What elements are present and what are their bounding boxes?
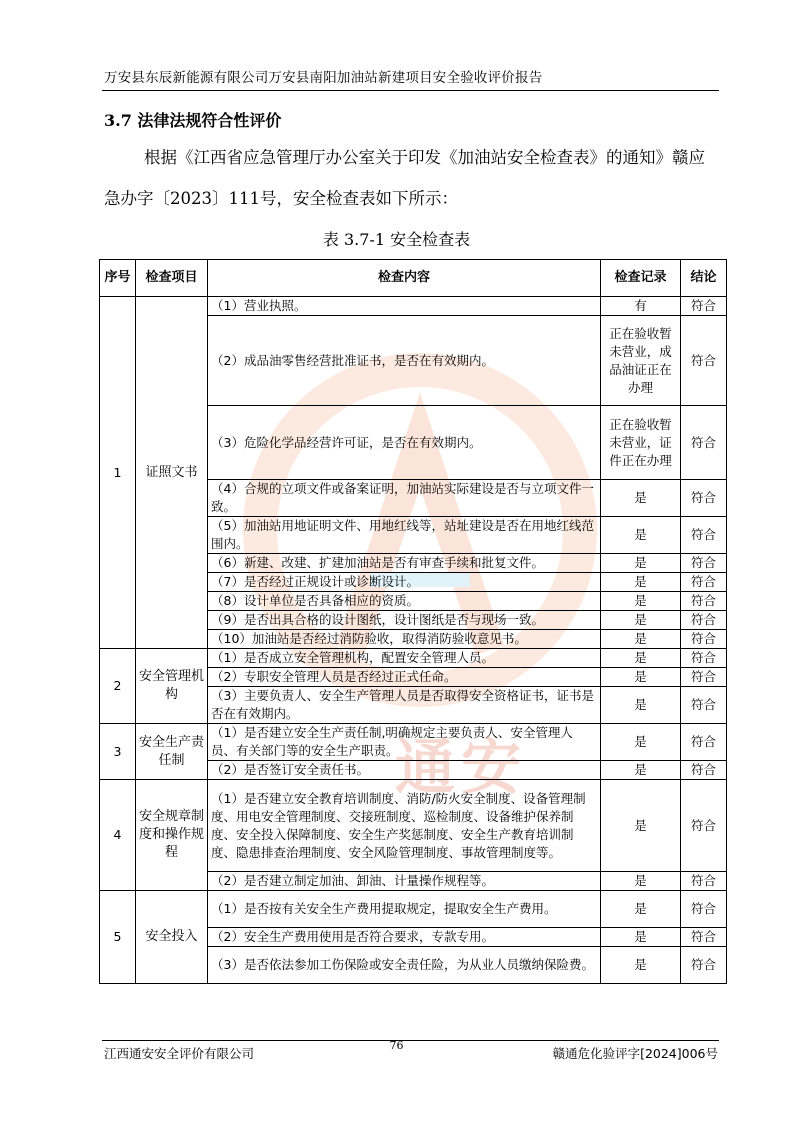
cell-conclusion: 符合	[681, 573, 727, 592]
cell-record: 是	[601, 724, 681, 761]
cell-item: 证照文书	[136, 297, 208, 649]
cell-conclusion: 符合	[681, 649, 727, 668]
cell-content: （1）是否成立安全管理机构，配置安全管理人员。	[208, 649, 601, 668]
cell-content: （2）是否建立制定加油、卸油、计量操作规程等。	[208, 872, 601, 891]
cell-record: 是	[601, 649, 681, 668]
col-header-content: 检查内容	[208, 260, 601, 297]
cell-conclusion: 符合	[681, 780, 727, 872]
cell-content: （1）是否建立安全教育培训制度、消防/防火安全制度、设备管理制度、用电安全管理制度、交接班制度、巡检制度、设备维护保养制度、安全投入保障制度、安全生产奖惩制度、安全生产教育培训制度、隐患排查治理制度、安全风险管理制度、事故管理制度等。	[208, 780, 601, 872]
cell-num: 5	[100, 891, 136, 984]
cell-record: 是	[601, 687, 681, 724]
cell-record: 是	[601, 611, 681, 630]
cell-num: 3	[100, 724, 136, 780]
cell-record: 是	[601, 630, 681, 649]
cell-content: （6）新建、改建、扩建加油站是否有审查手续和批复文件。	[208, 554, 601, 573]
cell-record: 有	[601, 297, 681, 316]
col-header-num: 序号	[100, 260, 136, 297]
cell-record: 是	[601, 891, 681, 928]
cell-record: 是	[601, 480, 681, 517]
cell-conclusion: 符合	[681, 554, 727, 573]
cell-conclusion: 符合	[681, 630, 727, 649]
cell-content: （2）安全生产费用使用是否符合要求，专款专用。	[208, 928, 601, 947]
col-header-record: 检查记录	[601, 260, 681, 297]
cell-content: （10）加油站是否经过消防验收，取得消防验收意见书。	[208, 630, 601, 649]
header-divider	[102, 90, 719, 91]
cell-record: 是	[601, 928, 681, 947]
table-row	[100, 649, 727, 668]
page-number: 76	[389, 1039, 404, 1052]
section-title: 3.7 法律法规符合性评价	[104, 111, 282, 130]
cell-content: （7）是否经过正规设计或诊断设计。	[208, 573, 601, 592]
cell-content: （5）加油站用地证明文件、用地红线等，站址建设是否在用地红线范围内。	[208, 517, 601, 554]
cell-record: 是	[601, 872, 681, 891]
table-row	[100, 891, 727, 928]
cell-content: （2）专职安全管理人员是否经过正式任命。	[208, 668, 601, 687]
cell-conclusion: 符合	[681, 517, 727, 554]
cell-conclusion: 符合	[681, 687, 727, 724]
cell-item: 安全规章制度和操作规程	[136, 780, 208, 891]
col-header-conclusion: 结论	[681, 260, 727, 297]
cell-content: （8）设计单位是否具备相应的资质。	[208, 592, 601, 611]
footer-company: 江西通安安全评价有限公司	[104, 1046, 255, 1061]
cell-conclusion: 符合	[681, 592, 727, 611]
intro-paragraph: 根据《江西省应急管理厅办公室关于印发《加油站安全检查表》的通知》赣应急办字〔2023〕111号，安全检查表如下所示：	[104, 148, 705, 208]
cell-record: 是	[601, 780, 681, 872]
header-title: 万安县东辰新能源有限公司万安县南阳加油站新建项目安全验收评价报告	[104, 70, 543, 86]
cell-num: 1	[100, 297, 136, 649]
cell-record: 是	[601, 517, 681, 554]
cell-record: 是	[601, 573, 681, 592]
cell-conclusion: 符合	[681, 872, 727, 891]
cell-record: 正在验收暂未营业，成品油证正在办理	[601, 316, 681, 406]
cell-content: （3）危险化学品经营许可证，是否在有效期内。	[208, 406, 601, 480]
cell-conclusion: 符合	[681, 480, 727, 517]
cell-num: 4	[100, 780, 136, 891]
cell-conclusion: 符合	[681, 928, 727, 947]
cell-conclusion: 符合	[681, 668, 727, 687]
cell-item: 安全投入	[136, 891, 208, 984]
table-header-row	[100, 260, 727, 297]
table-row	[100, 297, 727, 316]
cell-item: 安全生产责任制	[136, 724, 208, 780]
cell-record: 是	[601, 668, 681, 687]
cell-conclusion: 符合	[681, 724, 727, 761]
cell-item: 安全管理机构	[136, 649, 208, 724]
cell-conclusion: 符合	[681, 297, 727, 316]
cell-record: 是	[601, 592, 681, 611]
footer-doc-number: 赣通危化验评字[2024]006号	[552, 1046, 718, 1061]
cell-num: 2	[100, 649, 136, 724]
cell-record: 正在验收暂未营业，证件正在办理	[601, 406, 681, 480]
cell-record: 是	[601, 761, 681, 780]
cell-record: 是	[601, 947, 681, 984]
cell-content: （1）是否建立安全生产责任制,明确规定主要负责人、安全管理人员、有关部门等的安全生产职责。	[208, 724, 601, 761]
cell-conclusion: 符合	[681, 761, 727, 780]
cell-content: （9）是否出具合格的设计图纸，设计图纸是否与现场一致。	[208, 611, 601, 630]
safety-checklist-table	[99, 259, 727, 984]
cell-content: （4）合规的立项文件或备案证明，加油站实际建设是否与立项文件一致。	[208, 480, 601, 517]
cell-conclusion: 符合	[681, 947, 727, 984]
cell-conclusion: 符合	[681, 891, 727, 928]
cell-conclusion: 符合	[681, 611, 727, 630]
cell-record: 是	[601, 554, 681, 573]
watermark-text: 通安	[395, 733, 527, 803]
col-header-item: 检查项目	[136, 260, 208, 297]
table-caption: 表 3.7-1 安全检查表	[322, 230, 471, 249]
cell-content: （2）是否签订安全责任书。	[208, 761, 601, 780]
cell-content: （3）主要负责人、安全生产管理人员是否取得安全资格证书，证书是否在有效期内。	[208, 687, 601, 724]
table-row	[100, 780, 727, 872]
cell-content: （1）营业执照。	[208, 297, 601, 316]
cell-content: （1）是否按有关安全生产费用提取规定，提取安全生产费用。	[208, 891, 601, 928]
cell-conclusion: 符合	[681, 316, 727, 406]
table-row	[100, 724, 727, 761]
cell-conclusion: 符合	[681, 406, 727, 480]
cell-content: （3）是否依法参加工伤保险或安全责任险，为从业人员缴纳保险费。	[208, 947, 601, 984]
cell-content: （2）成品油零售经营批准证书，是否在有效期内。	[208, 316, 601, 406]
